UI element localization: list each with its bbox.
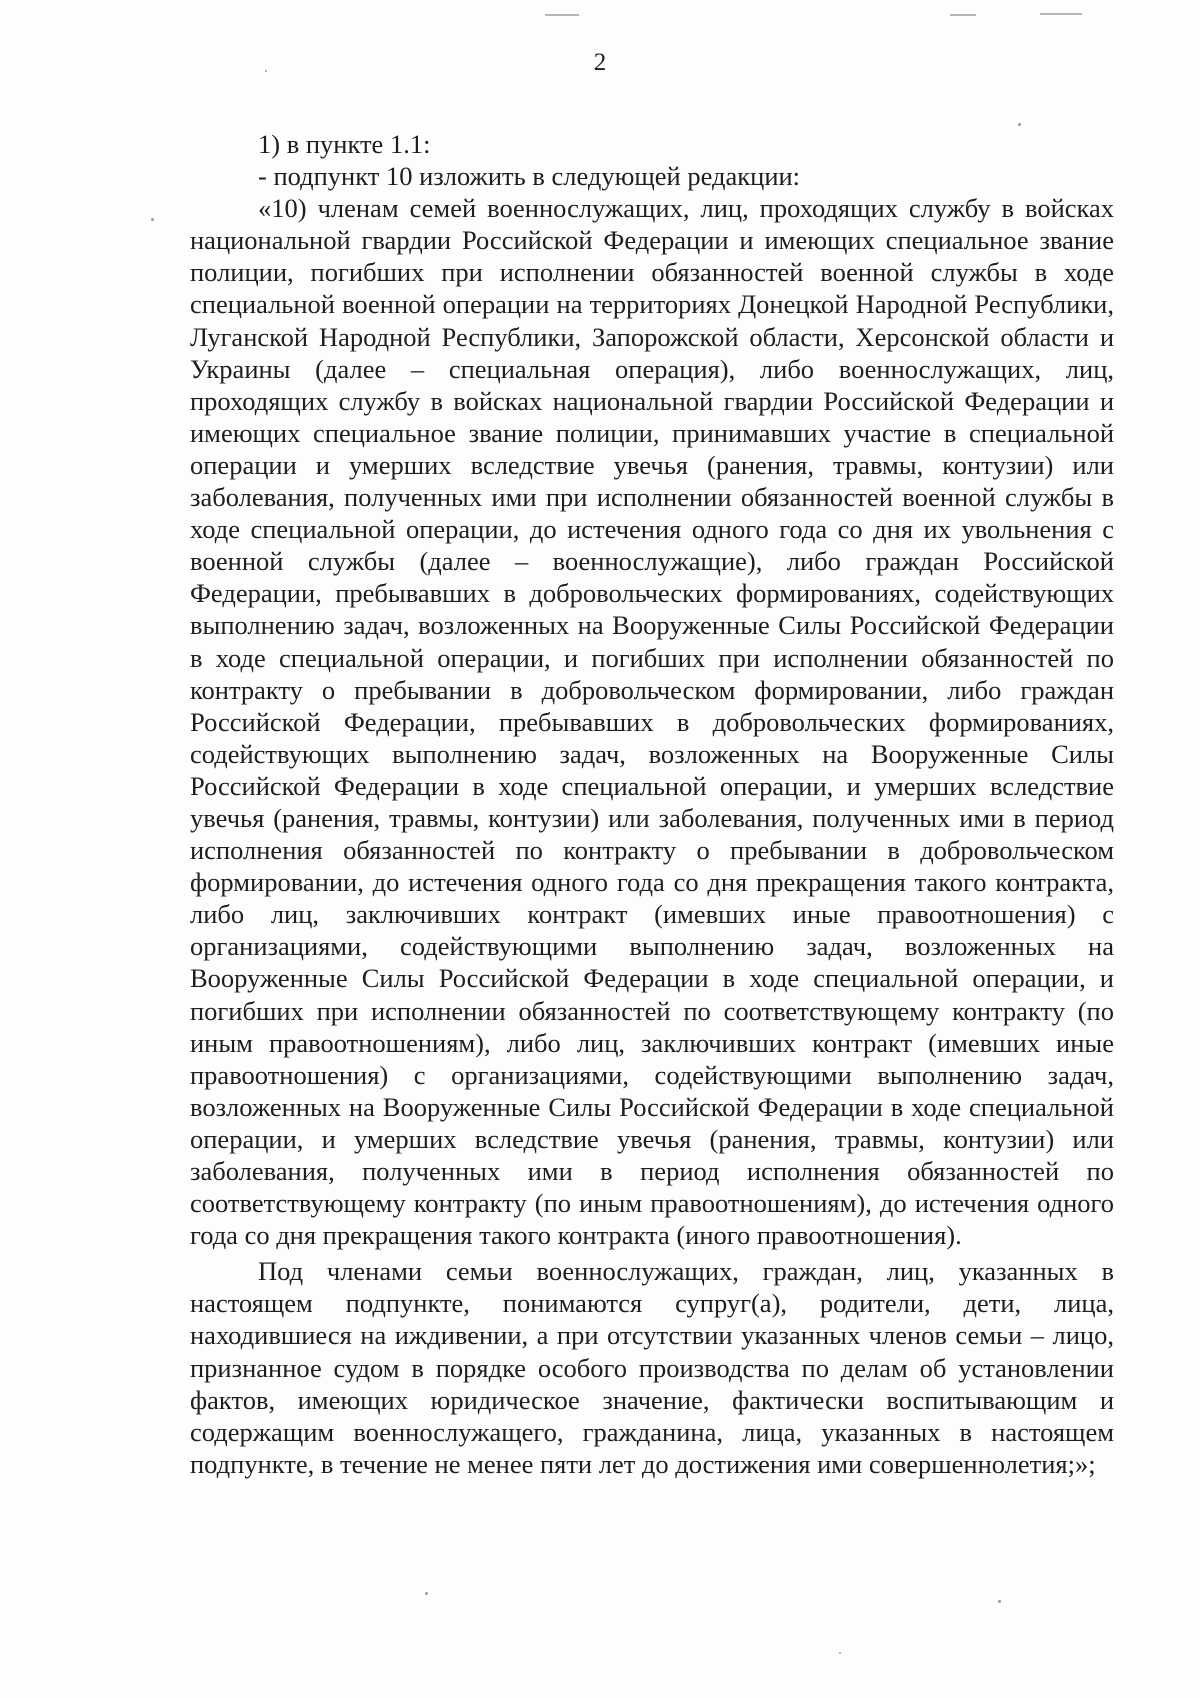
scan-artifact [545, 14, 579, 16]
scan-speck [839, 1652, 841, 1654]
family-members-definition: Под членами семьи военнослужащих, граждан, лиц, указанных в настоящем подпункте, понимаются супруг(а), родители, дети, лица, находившиеся на иждивении, а при отсутствии указанных членов семьи – лицо, признанное судом в порядке особого производства по делам об установлении фактов, имеющих юридическое значение, фактически воспитывающим и содержащим военнослужащего, гражданина, лица, указанных в настоящем подпункте, в течение не менее пяти лет до достижения ими совершеннолетия;»; [190, 1256, 1114, 1479]
document-body [190, 128, 1114, 1480]
item-heading: 1) в пункте 1.1: [258, 129, 431, 159]
subitem-instruction: - подпункт 10 изложить в следующей редакции: [258, 161, 801, 192]
scan-speck [1018, 123, 1021, 126]
page-number: 2 [593, 49, 607, 76]
scan-speck [151, 218, 154, 221]
scan-speck [425, 1592, 428, 1595]
amended-subitem-text: «10) членам семей военнослужащих, лиц, проходящих службу в войсках национальной гвардии Российской Федерации и имеющих специальное звание полиции, погибших при исполнении обязанностей военной службы в ходе специальной военной операции на территориях Донецкой Народной Республики, Луганской Народной Республики, Запорожской области, Херсонской области и Украины (далее – специальная операция), либо военнослужащих, лиц, проходящих службу в войсках национальной гвардии Российской Федерации и имеющих специальное звание полиции, принимавших участие в специальной операции и умерших вследствие увечья (ранения, травмы, контузии) или заболевания, полученных ими при исполнении обязанностей военной службы в ходе специальной операции, до истечения одного года со дня их увольнения с военной службы (далее – военнослужащие), либо граждан Российской Федерации, пребывавших в добровольческих формированиях, содействующих выполнению задач, возложенных на Вооруженные Силы Российской Федерации в ходе специальной операции, и погибших при исполнении обязанностей по контракту о пребывании в добровольческом формировании, либо граждан Российской Федерации, пребывавших в добровольческих формированиях, содействующих выполнению задач, возложенных на Вооруженные Силы Российской Федерации в ходе специальной операции, и умерших вследствие увечья (ранения, травмы, контузии) или заболевания, полученных ими в период исполнения обязанностей по контракту о пребывании в добровольческом формировании, до истечения одного года со дня прекращения такого контракта, либо лиц, заключивших контракт (имевших иные правоотношения) с организациями, содействующими выполнению задач, возложенных на Вооруженные Силы Российской Федерации в ходе специальной операции, и погибших при исполнении обязанностей по соответствующему контракту (по иным правоотношениям), либо лиц, заключивших контракт (имевших иные правоотношения) с организациями, содействующими выполнению задач, возложенных на Вооруженные Силы Российской Федерации в ходе специальной операции, и умерших вследствие увечья (ранения, травмы, контузии) или заболевания, полученных ими в период исполнения обязанностей по соответствующему контракту (по иным правоотношениям), до истечения одного года со дня прекращения такого контракта (иного правоотношения). [190, 193, 1114, 1251]
scan-speck [998, 1600, 1001, 1603]
scan-artifact [1040, 13, 1082, 15]
scan-artifact [950, 14, 976, 16]
